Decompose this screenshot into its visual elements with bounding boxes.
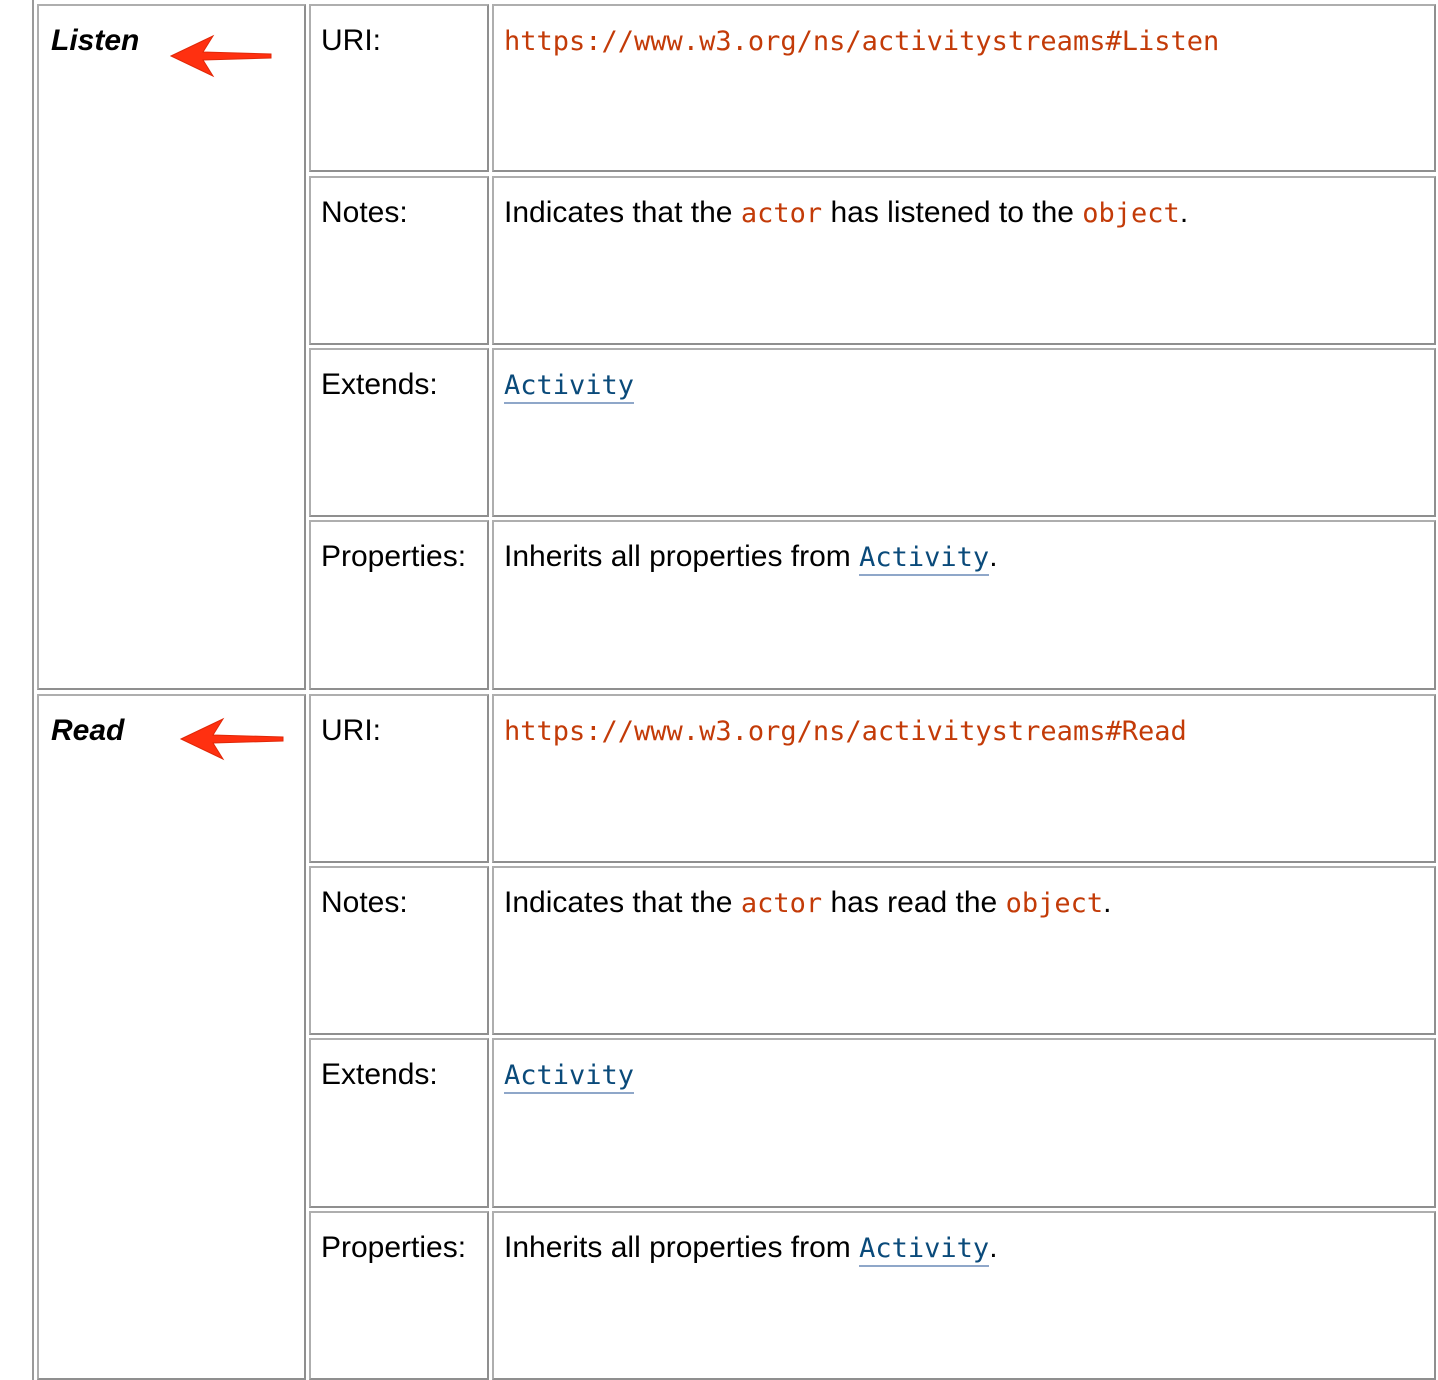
properties-label: Properties:	[321, 540, 467, 573]
value-cell-extends	[492, 348, 1436, 517]
term-name: Read	[51, 714, 125, 747]
value-cell-notes	[492, 176, 1436, 345]
value-cell-uri	[492, 694, 1436, 863]
activity-link[interactable]: Activity	[504, 370, 634, 404]
value-cell-properties	[492, 520, 1436, 690]
term-name: Listen	[51, 24, 140, 57]
label-cell-properties	[309, 1211, 489, 1380]
uri-label: URI:	[321, 714, 381, 747]
uri-value[interactable]: https://www.w3.org/ns/activitystreams#Listen	[504, 26, 1220, 57]
uri-label: URI:	[321, 24, 381, 57]
properties-value: Inherits all properties from Activity.	[504, 540, 998, 574]
object-code: object	[1082, 198, 1180, 229]
table-outer-border	[32, 0, 34, 1380]
label-cell-extends	[309, 1038, 489, 1208]
activity-link[interactable]: Activity	[504, 1060, 634, 1094]
label-cell-uri	[309, 694, 489, 863]
label-cell-extends	[309, 348, 489, 517]
notes-label: Notes:	[321, 196, 408, 229]
properties-label: Properties:	[321, 1231, 467, 1264]
properties-value: Inherits all properties from Activity.	[504, 1231, 998, 1265]
notes-label: Notes:	[321, 886, 408, 919]
term-cell-read	[37, 694, 306, 1380]
label-cell-notes	[309, 866, 489, 1035]
extends-label: Extends:	[321, 1058, 438, 1091]
left-arrow-icon	[177, 715, 289, 765]
left-arrow-icon	[167, 32, 277, 82]
term-cell-listen	[37, 4, 306, 690]
notes-value: Indicates that the actor has listened to the object.	[504, 196, 1189, 229]
value-cell-extends	[492, 1038, 1436, 1208]
notes-value: Indicates that the actor has read the object.	[504, 886, 1112, 919]
label-cell-properties	[309, 520, 489, 690]
activity-link[interactable]: Activity	[859, 542, 989, 576]
actor-code: actor	[740, 198, 823, 229]
value-cell-uri	[492, 4, 1436, 172]
value-cell-properties	[492, 1211, 1436, 1380]
uri-value[interactable]: https://www.w3.org/ns/activitystreams#Read	[504, 716, 1187, 747]
activity-link[interactable]: Activity	[859, 1233, 989, 1267]
label-cell-uri	[309, 4, 489, 172]
object-code: object	[1005, 888, 1104, 919]
actor-code: actor	[740, 888, 823, 919]
extends-label: Extends:	[321, 368, 438, 401]
value-cell-notes	[492, 866, 1436, 1035]
label-cell-notes	[309, 176, 489, 345]
